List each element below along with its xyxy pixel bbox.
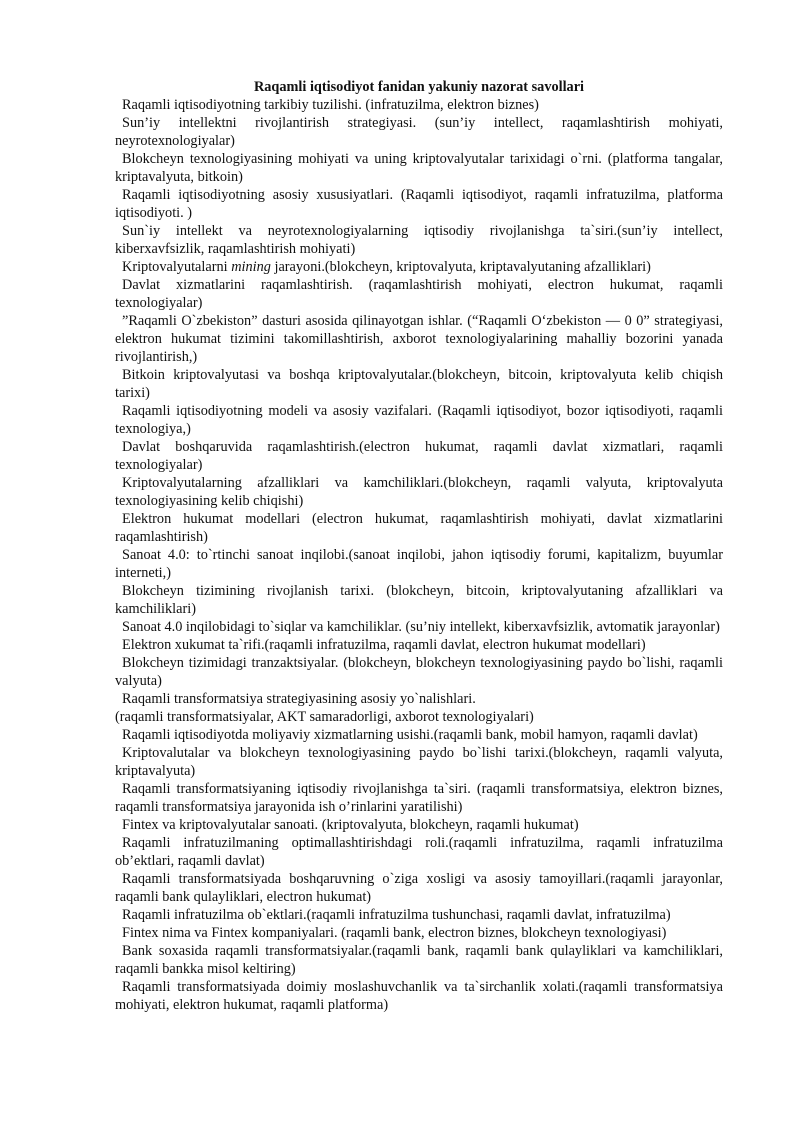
document-title: Raqamli iqtisodiyot fanidan yakuniy nazorat savollari: [253, 79, 585, 95]
question-item: Raqamli iqtisodiyotning tarkibiy tuzilishi. (infratuzilma, elektron biznes): [122, 97, 539, 113]
question-item: Davlat boshqaruvida raqamlashtirish.(electron hukumat, raqamli davlat xizmatlari, raqamli texnologiyalar): [115, 439, 723, 473]
question-item: Bitkoin kriptovalyutasi va boshqa kriptovalyutalar.(blokcheyn, bitcoin, kriptovalyuta kelib chiqish tarixi): [115, 367, 723, 401]
question-item: Raqamli transformatsiyaning iqtisodiy rivojlanishga ta`siri. (raqamli transformatsiya, elektron biznes, raqamli transformatsiya jarayonida ish o’rinlarini yaratilishi): [115, 781, 723, 815]
question-item: Raqamli transformatsiyada doimiy moslashuvchanlik va ta`sirchanlik xolati.(raqamli transformatsiya mohiyati, elektron hukumat, raqamli platforma): [115, 979, 723, 1013]
question-item: Elektron xukumat ta`rifi.(raqamli infratuzilma, raqamli davlat, electron hukumat modellari): [122, 637, 646, 653]
question-item: Bank soxasida raqamli transformatsiyalar.(raqamli bank, raqamli bank qulayliklari va kamchiliklari, raqamli bankka misol keltiring): [115, 943, 723, 977]
question-item: Raqamli transformatsiya strategiyasining asosiy yo`nalishlari.: [122, 691, 476, 707]
question-item: Raqamli iqtisodiyotning modeli va asosiy vazifalari. (Raqamli iqtisodiyot, bozor iqtisodiyoti, raqamli texnologiya,): [115, 403, 723, 437]
question-item: ”Raqamli O`zbekiston” dasturi asosida qilinayotgan ishlar. (“Raqamli O‘zbekiston — 0 0” strategiyasi, elektron hukumat tizimini takomillashtirish, axborot texnologiyalarining mahalliy bozorini yanada rivojlantirish,): [115, 313, 723, 365]
question-item: Fintex nima va Fintex kompaniyalari. (raqamli bank, electron biznes, blokcheyn texnologiyasi): [122, 925, 667, 941]
question-item: Raqamli iqtisodiyotda moliyaviy xizmatlarning usishi.(raqamli bank, mobil hamyon, raqamli davlat): [122, 727, 698, 743]
question-item: (raqamli transformatsiyalar, AKT samaradorligi, axborot texnologiyalari): [115, 709, 534, 725]
question-item: Kriptovalutalar va blokcheyn texnologiyasining paydo bo`lishi tarixi.(blokcheyn, raqamli valyuta, kriptavalyuta): [115, 745, 723, 779]
question-item: Kriptovalyutalarni mining jarayoni.(blokcheyn, kriptovalyuta, kriptavalyutaning afzalliklari): [122, 259, 651, 275]
question-item: Blokcheyn texnologiyasining mohiyati va uning kriptovalyutalar tarixidagi o`rni. (platforma tangalar, kriptavalyuta, bitkoin): [115, 151, 723, 185]
document-page: [115, 78, 723, 1014]
question-item: Elektron hukumat modellari (electron hukumat, raqamlashtirish mohiyati, davlat xizmatlarini raqamlashtirish): [115, 511, 723, 545]
question-item: Fintex va kriptovalyutalar sanoati. (kriptovalyuta, blokcheyn, raqamli hukumat): [122, 817, 579, 833]
question-item: Sanoat 4.0: to`rtinchi sanoat inqilobi.(sanoat inqilobi, jahon iqtisodiy forumi, kapitalizm, buyumlar interneti,): [115, 547, 723, 581]
question-item: Davlat xizmatlarini raqamlashtirish. (raqamlashtirish mohiyati, electron hukumat, raqamli texnologiyalar): [115, 277, 723, 311]
question-item: Raqamli transformatsiyada boshqaruvning o`ziga xosligi va asosiy tamoyillari.(raqamli jarayonlar, raqamli bank qulayliklari, electron hukumat): [115, 871, 723, 905]
question-list: [115, 96, 723, 1014]
question-item: Blokcheyn tizimidagi tranzaktsiyalar. (blokcheyn, blokcheyn texnologiyasining paydo bo`lishi, raqamli valyuta): [115, 655, 723, 689]
question-item: Sun’iy intellektni rivojlantirish strategiyasi. (sun’iy intellect, raqamlashtirish mohiyati, neyrotexnologiyalar): [115, 115, 723, 149]
question-item: Raqamli iqtisodiyotning asosiy xususiyatlari. (Raqamli iqtisodiyot, raqamli infratuzilma, platforma iqtisodiyoti. ): [115, 187, 723, 221]
question-item: Raqamli infratuzilmaning optimallashtirishdagi roli.(raqamli infratuzilma, raqamli infratuzilma ob’ektlari, raqamli davlat): [115, 835, 723, 869]
question-item: Raqamli infratuzilma ob`ektlari.(raqamli infratuzilma tushunchasi, raqamli davlat, infratuzilma): [122, 907, 671, 923]
question-item: Blokcheyn tizimining rivojlanish tarixi. (blokcheyn, bitcoin, kriptovalyutaning afzalliklari va kamchiliklari): [115, 583, 723, 617]
question-item: Sun`iy intellekt va neyrotexnologiyalarning iqtisodiy rivojlanishga ta`siri.(sun’iy intellect, kiberxavfsizlik, raqamlashtirish mohiyati): [115, 223, 723, 257]
question-item: Sanoat 4.0 inqilobidagi to`siqlar va kamchiliklar. (su’niy intellekt, kiberxavfsizlik, avtomatik jarayonlar): [122, 619, 720, 635]
question-item: Kriptovalyutalarning afzalliklari va kamchiliklari.(blokcheyn, raqamli valyuta, kriptovalyuta texnologiyasining kelib chiqishi): [115, 475, 723, 509]
